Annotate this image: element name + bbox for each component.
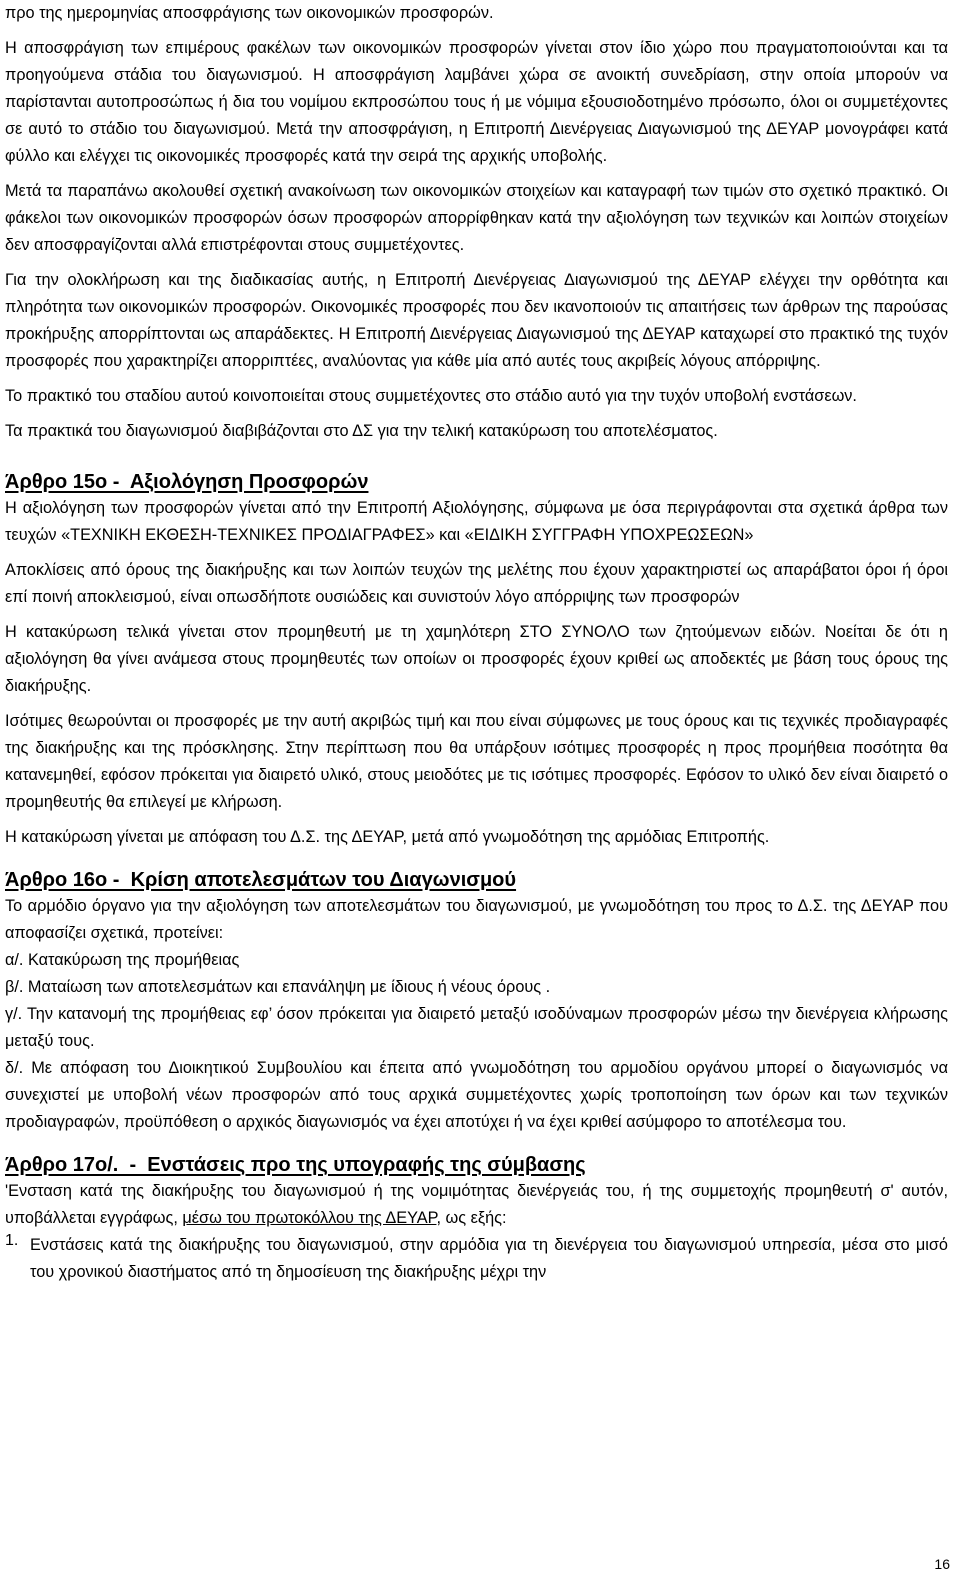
list-item: α/. Κατακύρωση της προμήθειας (5, 951, 240, 969)
paragraph: Ισότιμες θεωρούνται οι προσφορές με την αυτή ακριβώς τιμή και που είναι σύμφωνες με τους όρους και τις τεχνικές προδιαγραφές της διακήρυξης και της πρόσκλησης. Στην περίπτωση που θα υπάρξουν ισότιμες προσφορές η προς προμήθεια ποσότητα θα κατανεμηθεί, εφόσον πρόκειται για διαιρετό υλικό, στους μειοδότες με τις ισότιμες προσφορές. Εφόσον το υλικό δεν είναι διαιρετό ο προμηθευτής θα επιλεγεί με κλήρωση. (5, 712, 948, 811)
article-15-heading: Άρθρο 15ο - Αξιολόγηση Προσφορών (5, 471, 369, 493)
paragraph: Μετά τα παραπάνω ακολουθεί σχετική ανακοίνωση των οικονομικών στοιχείων και καταγραφή των τιμών στο σχετικό πρακτικό. Οι φάκελοι των οικονομικών προσφορών όσων προσφορών απορρίφθηκαν κατά την αξιολόγηση των τεχνικών και λοιπών στοιχείων δεν αποσφραγίζονται αλλά επιστρέφονται στους συμμετέχοντες. (5, 182, 948, 254)
list-item: γ/. Την κατανομή της προμήθειας εφ’ όσον πρόκειται για διαιρετό μεταξύ ισοδύναμων προσφορών μέσω την διενέργεια κλήρωσης μεταξύ τους. (5, 1005, 948, 1050)
page-number: 16 (934, 1556, 950, 1572)
paragraph: Για την ολοκλήρωση και της διαδικασίας αυτής, η Επιτροπή Διενέργειας Διαγωνισμού της ΔΕΥΑΡ ελέγχει την ορθότητα και πληρότητα των οικονομικών προσφορών. Οικονομικές προσφορές που δεν ικανοποιούν τις απαιτήσεις των άρθρων της παρούσας προκήρυξης απορρίπτονται ως απαράδεκτες. Η Επιτροπή Διενέργειας Διαγωνισμού της ΔΕΥΑΡ καταχωρεί στο πρακτικό της τυχόν προσφορές που χαρακτηρίζει απορριπτέες, αναλύοντας για κάθε μία από αυτές τους ακριβείς λόγους απόρριψης. (5, 271, 948, 370)
list-item: δ/. Με απόφαση του Διοικητικού Συμβουλίου και έπειτα από γνωμοδότηση του αρμοδίου οργάνου μπορεί ο διαγωνισμός να συνεχιστεί με υποβολή νέων προσφορών από τους αρχικά συμμετέχοντες χωρίς τροποποίηση των όρων και των τεχνικών προδιαγραφών, προϋπόθεση ο αρχικός διαγωνισμός να έχει αποτύχει ή να έχει κριθεί ασύμφορο το αποτέλεσμα του. (5, 1059, 948, 1131)
list-item (5, 1232, 948, 1286)
document-page (5, 0, 948, 1286)
paragraph: Η αξιολόγηση των προσφορών γίνεται από την Επιτροπή Αξιολόγησης, σύμφωνα με όσα περιγράφονται στα σχετικά άρθρα των τευχών «ΤΕΧΝΙΚΗ ΕΚΘΕΣΗ-ΤΕΧΝΙΚΕΣ ΠΡΟΔΙΑΓΡΑΦΕΣ» και «ΕΙΔΙΚΗ ΣΥΓΓΡΑΦΗ ΥΠΟΧΡΕΩΣΕΩΝ» (5, 499, 948, 544)
article-17-heading: Άρθρο 17ο/. - Ενστάσεις προ της υπογραφής της σύμβασης (5, 1154, 586, 1176)
paragraph: Η αποσφράγιση των επιμέρους φακέλων των οικονομικών προσφορών γίνεται στον ίδιο χώρο που πραγματοποιούνται και τα προηγούμενα στάδια του διαγωνισμού. Η αποσφράγιση λαμβάνει χώρα σε ανοικτή συνεδρίαση, στην οποία μπορούν να παρίστανται αυτοπροσώπως ή δια του νομίμου εκπροσώπου τους ή με νόμιμα εξουσιοδοτημένο πρόσωπο, όλοι οι συμμετέχοντες σε αυτό το στάδιο του διαγωνισμού. Μετά την αποσφράγιση, η Επιτροπή Διενέργειας Διαγωνισμού της ΔΕΥΑΡ μονογράφει κατά φύλλο και ελέγχει τις οικονομικές προσφορές κατά την σειρά της αρχικής υποβολής. (5, 39, 948, 165)
list-item: β/. Ματαίωση των αποτελεσμάτων και επανάληψη με ίδιους ή νέους όρους . (5, 978, 551, 996)
paragraph: Τα πρακτικά του διαγωνισμού διαβιβάζονται στο ΔΣ για την τελική κατακύρωση του αποτελέσματος. (5, 422, 718, 440)
paragraph: Η κατακύρωση γίνεται με απόφαση του Δ.Σ. της ΔΕΥΑΡ, μετά από γνωμοδότηση της αρμόδιας Επιτροπής. (5, 828, 770, 846)
list-item-number: 1. (5, 1232, 19, 1249)
paragraph: Αποκλίσεις από όρους της διακήρυξης και των λοιπών τευχών της μελέτης που έχουν χαρακτηριστεί ως απαράβατοι όροι ή όροι επί ποινή αποκλεισμού, είναι οπωσδήποτε ουσιώδεις και συνιστούν λόγο απόρριψης των προσφορών (5, 561, 948, 606)
intro-text-end: , ως εξής: (436, 1209, 507, 1227)
paragraph: Το πρακτικό του σταδίου αυτού κοινοποιείται στους συμμετέχοντες στο στάδιο αυτό για την τυχόν υποβολή ενστάσεων. (5, 387, 857, 405)
paragraph: Η κατακύρωση τελικά γίνεται στον προμηθευτή με τη χαμηλότερη ΣΤΟ ΣΥΝΟΛΟ των ζητούμενων ειδών. Νοείται δε ότι η αξιολόγηση θα γίνει ανάμεσα στους προμηθευτές των οποίων οι προσφορές έχουν κριθεί ως αποδεκτές με βάση τους όρους της διακήρυξης. (5, 623, 948, 695)
paragraph (5, 1178, 948, 1232)
paragraph: προ της ημερομηνίας αποσφράγισης των οικονομικών προσφορών. (5, 4, 494, 22)
article-16-heading: Άρθρο 16ο - Κρίση αποτελεσμάτων του Διαγωνισμού (5, 869, 517, 891)
list-item-text: Ενστάσεις κατά της διακήρυξης του διαγωνισμού, στην αρμόδια για τη διενέργεια του διαγωνισμού υπηρεσία, μέσα στο μισό του χρονικού διαστήματος από τη δημοσίευση της διακήρυξης μέχρι την (30, 1236, 948, 1281)
intro-text: 'Ενσταση κατά της διακήρυξης του διαγωνισμού ή της νομιμότητας διενέργειάς του, ή της συμμετοχής προμηθευτή σ' αυτόν, υποβάλλεται εγγράφως, (5, 1182, 948, 1227)
paragraph: Το αρμόδιο όργανο για την αξιολόγηση των αποτελεσμάτων του διαγωνισμού, με γνωμοδότηση του προς το Δ.Σ. της ΔΕΥΑΡ που αποφασίζει σχετικά, προτείνει: (5, 897, 948, 942)
protocol-reference: μέσω του πρωτοκόλλου της ΔΕΥΑΡ (182, 1209, 437, 1227)
